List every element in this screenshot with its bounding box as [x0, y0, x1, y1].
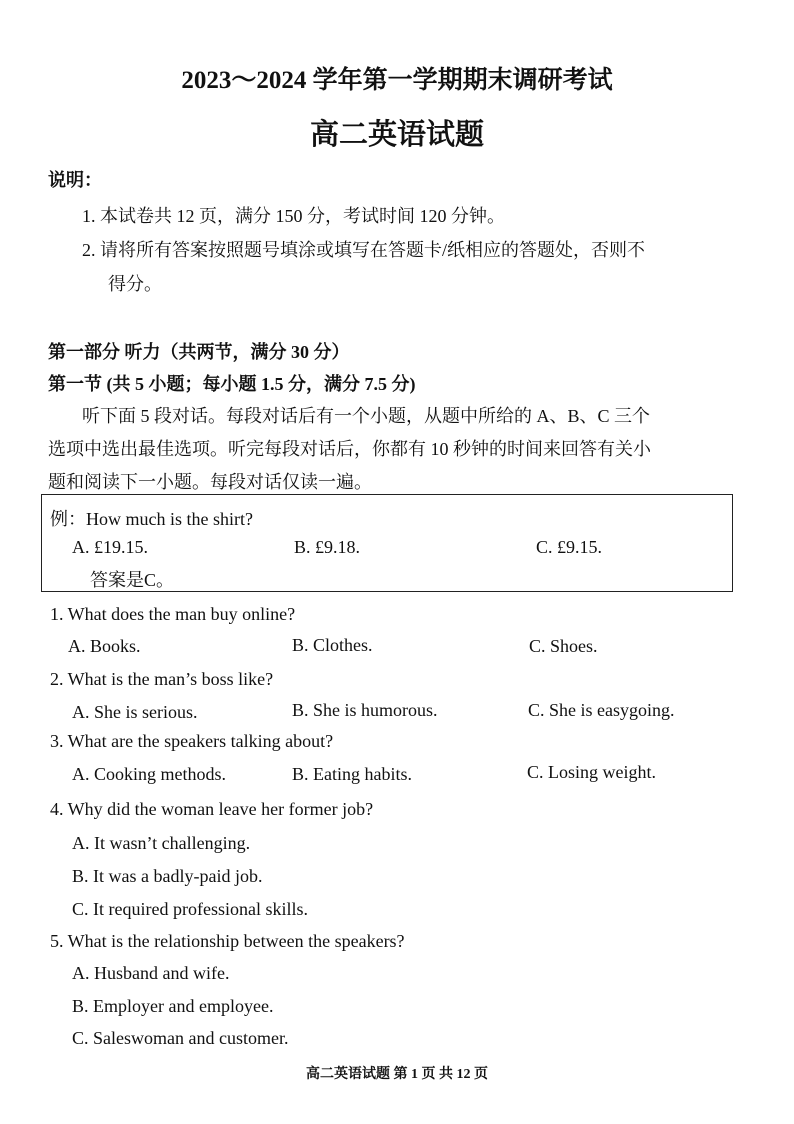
- directions-line-3: 题和阅读下一小题。每段对话仅读一遍。: [48, 472, 372, 492]
- exam-title: 2023～2024 学年第一学期期末调研考试: [181, 67, 613, 94]
- question-1-stem: 1. What does the man buy online?: [50, 604, 296, 624]
- question-3-option-b: B. Eating habits.: [292, 764, 412, 784]
- example-answer: 答案是C。: [90, 570, 175, 590]
- instruction-item-1: 1. 本试卷共 12 页，满分 150 分，考试时间 120 分钟。: [82, 206, 505, 226]
- directions-line-1: 听下面 5 段对话。每段对话后有一个小题，从题中所给的 A、B、C 三个: [82, 406, 651, 426]
- directions-line-2: 选项中选出最佳选项。听完每段对话后，你都有 10 秒钟的时间来回答有关小: [48, 439, 651, 459]
- question-5-option-b: B. Employer and employee.: [72, 996, 274, 1016]
- question-5-stem: 5. What is the relationship between the speakers?: [50, 931, 405, 951]
- question-2-option-a: A. She is serious.: [72, 702, 198, 722]
- question-5-option-c: C. Saleswoman and customer.: [72, 1028, 289, 1048]
- question-4-option-b: B. It was a badly-paid job.: [72, 866, 263, 886]
- question-2-option-c: C. She is easygoing.: [528, 700, 675, 720]
- question-4-stem: 4. Why did the woman leave her former job?: [50, 799, 374, 819]
- section1-heading: 第一节 (共 5 小题；每小题 1.5 分，满分 7.5 分): [48, 374, 416, 394]
- question-5-option-a: A. Husband and wife.: [72, 963, 230, 983]
- instruction-item-2: 2. 请将所有答案按照题号填涂或填写在答题卡/纸相应的答题处，否则不: [82, 240, 645, 260]
- example-option-c: C. £9.15.: [536, 537, 603, 557]
- instructions-label: 说明：: [48, 170, 102, 190]
- question-2-stem: 2. What is the man’s boss like?: [50, 669, 274, 689]
- page-footer: 高二英语试题 第 1 页 共 12 页: [306, 1067, 488, 1082]
- question-3-option-c: C. Losing weight.: [527, 762, 656, 782]
- question-1-option-c: C. Shoes.: [529, 636, 598, 656]
- question-3-stem: 3. What are the speakers talking about?: [50, 731, 334, 751]
- part1-heading: 第一部分 听力（共两节，满分 30 分）: [48, 342, 350, 362]
- example-question: 例：How much is the shirt?: [50, 509, 253, 529]
- example-option-a: A. £19.15.: [72, 537, 148, 557]
- question-3-option-a: A. Cooking methods.: [72, 764, 227, 784]
- exam-subject-title: 高二英语试题: [309, 119, 484, 151]
- instruction-item-2-cont: 得分。: [108, 274, 162, 294]
- question-4-option-c: C. It required professional skills.: [72, 899, 308, 919]
- question-1-option-b: B. Clothes.: [292, 635, 373, 655]
- question-1-option-a: A. Books.: [68, 636, 141, 656]
- question-2-option-b: B. She is humorous.: [292, 700, 438, 720]
- example-option-b: B. £9.18.: [294, 537, 361, 557]
- question-4-option-a: A. It wasn’t challenging.: [72, 833, 251, 853]
